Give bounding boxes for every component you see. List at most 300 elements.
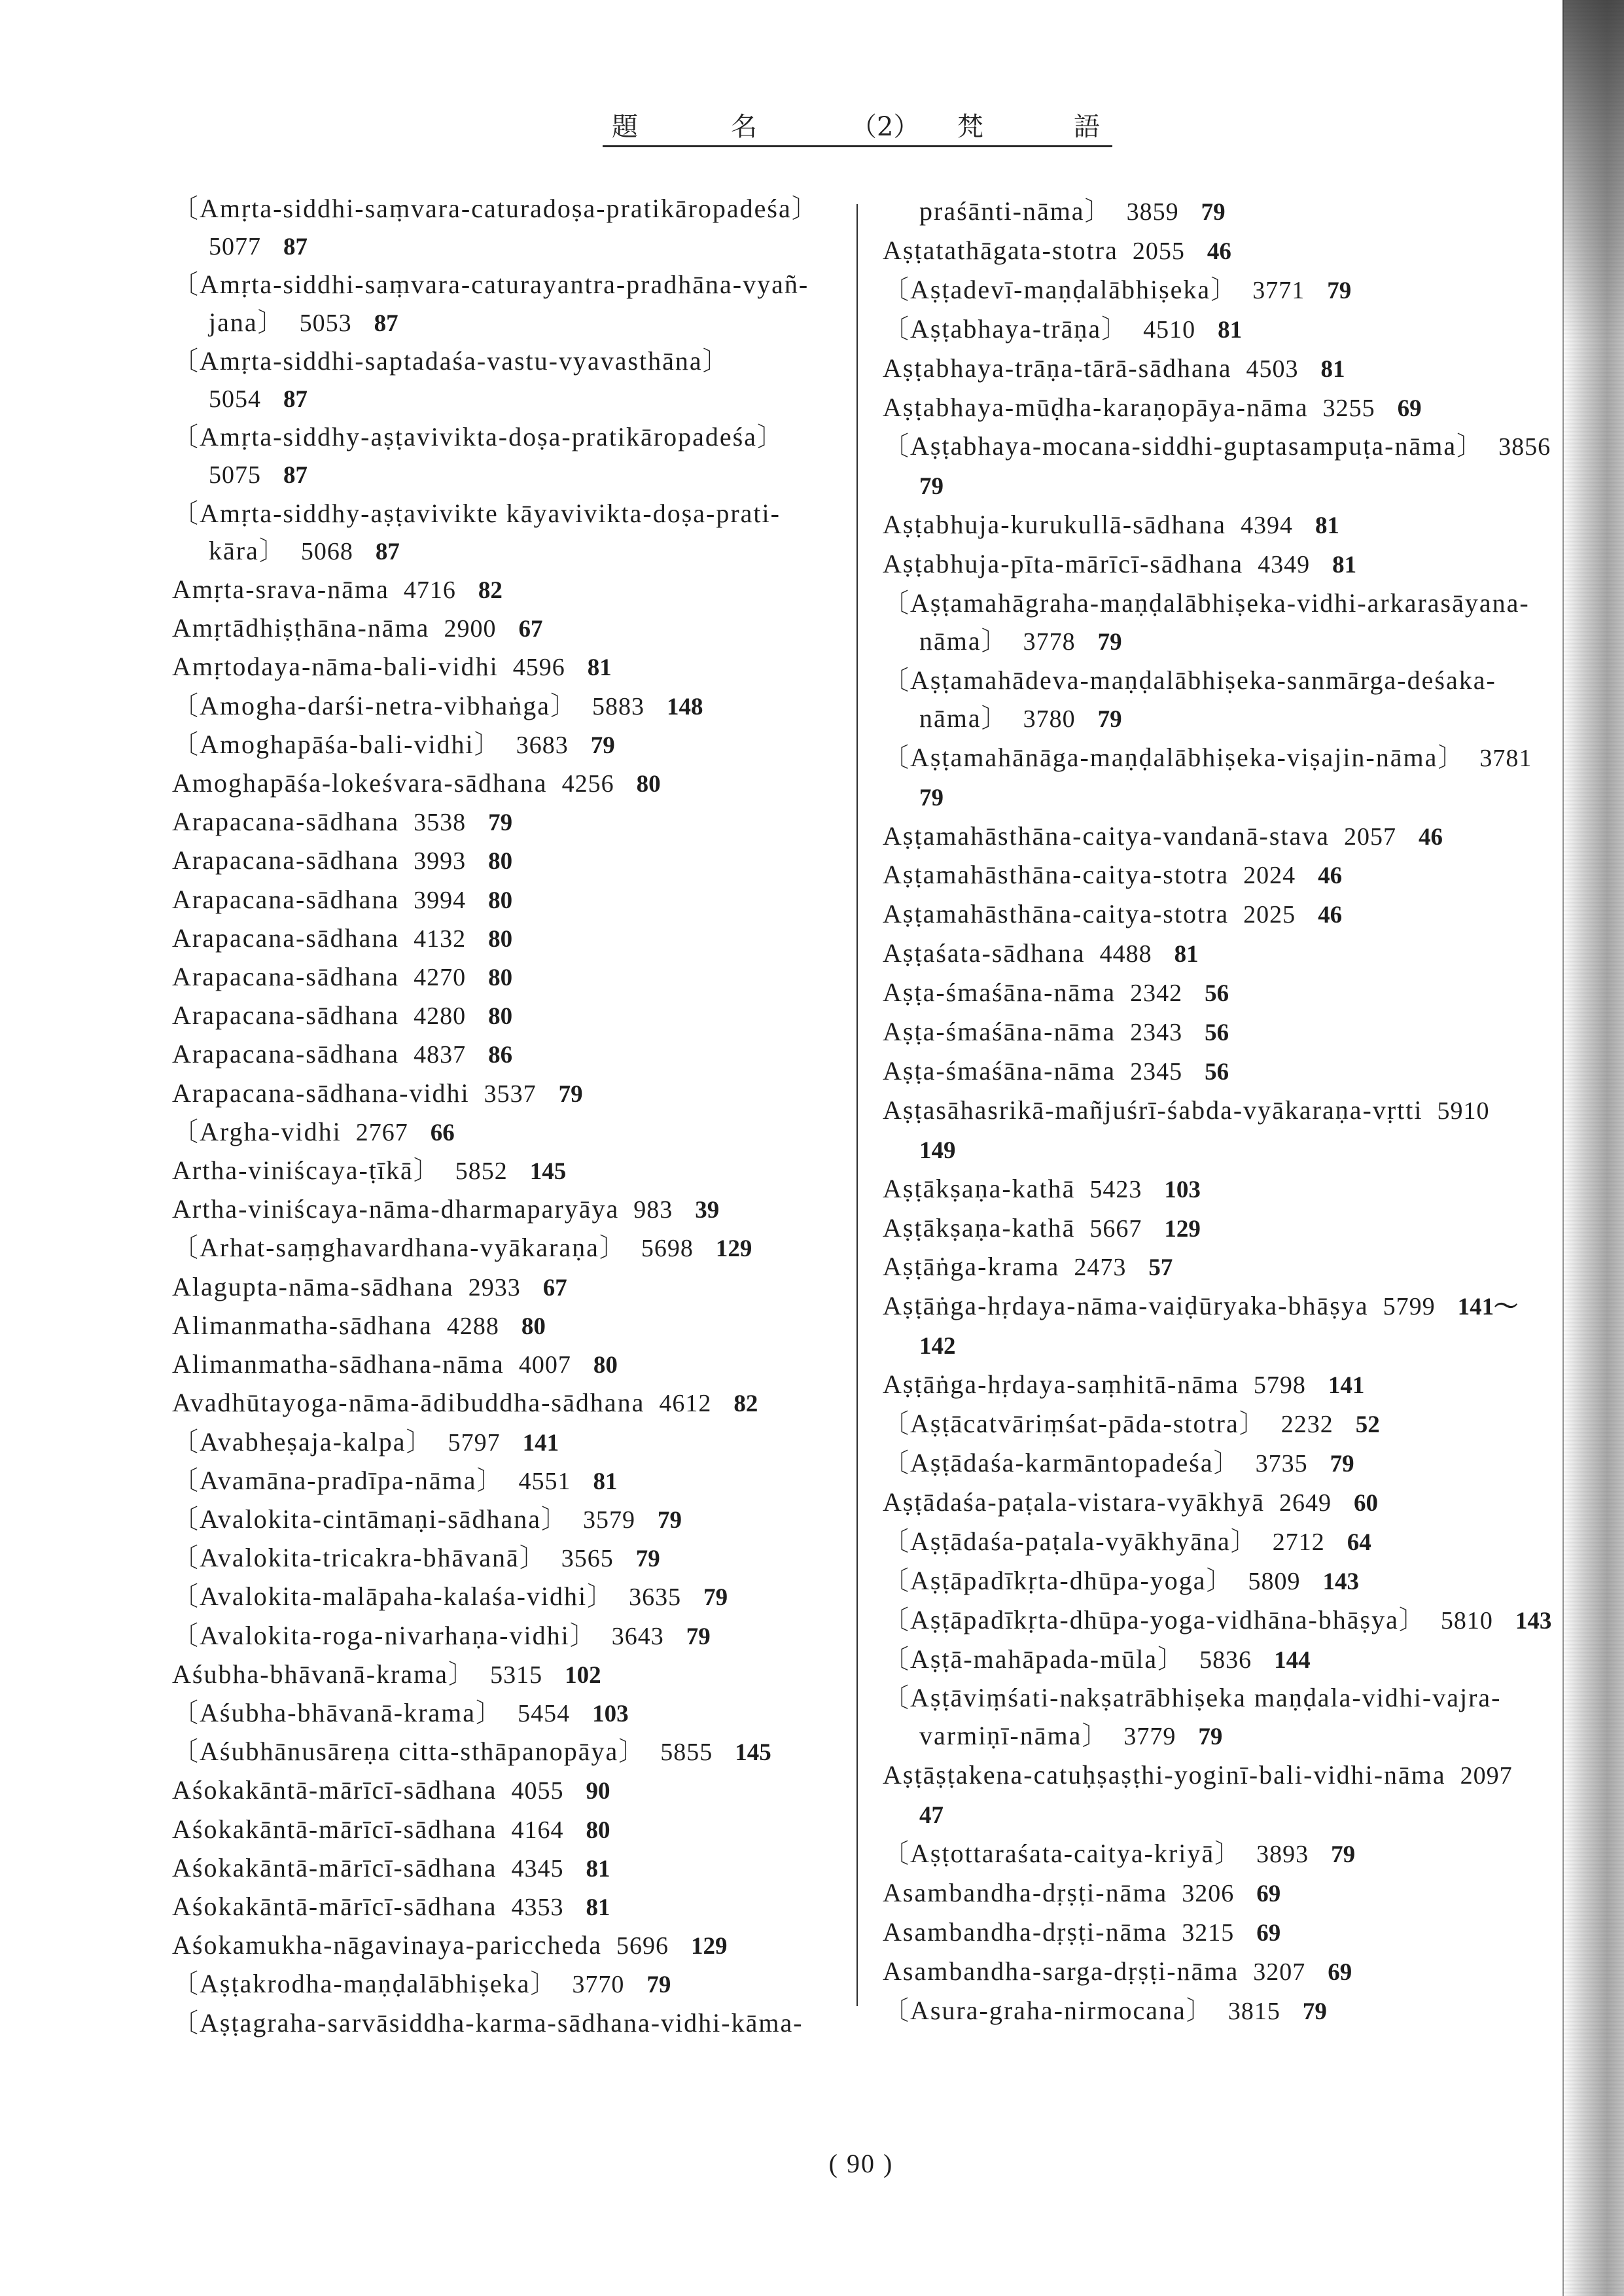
entry-title: jana〕 bbox=[209, 307, 285, 337]
entry-title: Aṣṭa-śmaśāna-nāma bbox=[883, 1055, 1116, 1086]
catalog-number: 4503 bbox=[1246, 355, 1299, 383]
entry-title: Arapacana-sādhana bbox=[172, 845, 400, 875]
page-reference: 82 bbox=[478, 577, 503, 605]
catalog-number: 4256 bbox=[561, 770, 614, 798]
page-reference: 81 bbox=[1315, 512, 1339, 540]
entry-line bbox=[883, 1091, 1596, 1131]
entry-line bbox=[172, 1733, 826, 1771]
page-reference: 80 bbox=[636, 771, 661, 798]
page-reference: 81 bbox=[1320, 355, 1345, 383]
entry-line bbox=[883, 584, 1596, 622]
index-entry bbox=[883, 739, 1596, 817]
left-column bbox=[172, 190, 826, 2041]
page-reference: 56 bbox=[1205, 1019, 1229, 1047]
index-entry bbox=[883, 1679, 1596, 1756]
entry-continuation-line bbox=[883, 192, 1596, 232]
entry-title: 〔Avabheṣaja-kalpa〕 bbox=[172, 1426, 434, 1457]
entry-title: Aṣṭabhaya-trāṇa-tārā-sādhana bbox=[883, 353, 1232, 383]
header-section-number: （2） bbox=[851, 112, 920, 142]
entry-line bbox=[172, 1655, 826, 1694]
page-reference: 79 bbox=[1097, 705, 1122, 733]
index-entry bbox=[172, 1345, 826, 1384]
catalog-number: 5454 bbox=[518, 1699, 571, 1727]
page-reference: 79 bbox=[919, 473, 944, 501]
page-reference: 79 bbox=[1327, 277, 1352, 304]
entry-title: Amṛta-srava-nāma bbox=[172, 574, 389, 605]
entry-line bbox=[883, 895, 1596, 934]
catalog-number: 2025 bbox=[1243, 901, 1296, 929]
entry-title: Aṣṭabhuja-kurukullā-sādhana bbox=[883, 510, 1226, 540]
page-reference: 79 bbox=[1331, 1841, 1356, 1869]
index-entry bbox=[883, 1640, 1596, 1680]
catalog-number: 2024 bbox=[1243, 862, 1296, 890]
catalog-number: 3994 bbox=[414, 886, 467, 914]
entry-line bbox=[172, 1500, 826, 1539]
entry-title: 〔Aṣṭācatvāriṃśat-pāda-stotra〕 bbox=[883, 1409, 1267, 1439]
entry-line bbox=[883, 1562, 1596, 1601]
entry-continuation-line bbox=[883, 467, 1596, 506]
page-reference: 79 bbox=[1198, 1723, 1223, 1751]
page-reference: 141～ bbox=[1457, 1294, 1519, 1321]
catalog-number: 5852 bbox=[455, 1157, 508, 1186]
catalog-number: 2343 bbox=[1130, 1019, 1183, 1047]
entry-line bbox=[172, 648, 826, 686]
entry-line bbox=[883, 506, 1596, 545]
index-entry bbox=[883, 1756, 1596, 1835]
catalog-number: 5799 bbox=[1383, 1293, 1436, 1321]
header-underline bbox=[603, 145, 1112, 147]
entry-line bbox=[172, 687, 826, 726]
entry-continuation-line bbox=[172, 304, 826, 342]
entry-line bbox=[883, 1640, 1596, 1680]
entry-title: Arapacana-sādhana-vidhi bbox=[172, 1078, 470, 1108]
catalog-number: 2232 bbox=[1280, 1411, 1333, 1439]
entry-line bbox=[172, 1268, 826, 1307]
entry-title: 〔Avalokita-malāpaha-kalaśa-vidhi〕 bbox=[172, 1581, 615, 1612]
index-entry bbox=[883, 817, 1596, 857]
entry-title: Aṣṭāṅga-hṛdaya-nāma-vaiḍūryaka-bhāṣya bbox=[883, 1291, 1369, 1321]
entry-title: 〔Aśubhānusāreṇa citta-sthāpanopāya〕 bbox=[172, 1737, 646, 1767]
catalog-number: 4551 bbox=[518, 1467, 571, 1495]
entry-title: Aṣṭabhaya-mūḍha-karaṇopāya-nāma bbox=[883, 392, 1309, 422]
index-entry bbox=[172, 881, 826, 919]
entry-line bbox=[172, 1965, 826, 2004]
catalog-number: 2712 bbox=[1272, 1528, 1325, 1556]
catalog-number: 5667 bbox=[1089, 1214, 1142, 1243]
entry-title: Asambandha-sarga-dṛṣṭi-nāma bbox=[883, 1956, 1239, 1986]
index-entry bbox=[172, 1307, 826, 1345]
index-entry bbox=[883, 1483, 1596, 1523]
entry-line bbox=[883, 1601, 1596, 1640]
entry-title: 〔Aṣṭamahādeva-maṇḍalābhiṣeka-sanmārga-deśaka- bbox=[883, 665, 1496, 695]
index-entry bbox=[172, 1694, 826, 1733]
index-entry bbox=[172, 1035, 826, 1074]
entry-line bbox=[883, 1679, 1596, 1717]
entry-continuation-line bbox=[883, 699, 1596, 739]
index-entry bbox=[883, 1248, 1596, 1287]
catalog-number: 5053 bbox=[299, 309, 352, 337]
entry-continuation-line bbox=[883, 1131, 1596, 1170]
catalog-number: 2900 bbox=[444, 615, 497, 643]
entry-line bbox=[172, 881, 826, 919]
entry-title: 〔Aṣṭabhaya-trāṇa〕 bbox=[883, 313, 1129, 344]
index-entry bbox=[172, 1539, 826, 1578]
page-reference: 60 bbox=[1353, 1489, 1378, 1517]
index-entry bbox=[172, 1926, 826, 1965]
page-reference: 79 bbox=[1097, 628, 1122, 656]
catalog-number: 2649 bbox=[1279, 1489, 1332, 1517]
page-reference: 102 bbox=[565, 1661, 601, 1689]
page-reference: 129 bbox=[1164, 1215, 1201, 1243]
page-reference: 129 bbox=[691, 1933, 728, 1960]
catalog-number: 4394 bbox=[1240, 512, 1293, 540]
entry-continuation-line bbox=[883, 1795, 1596, 1835]
entry-continuation-line bbox=[172, 227, 826, 266]
entry-title: Aṣṭamahāsthāna-caitya-stotra bbox=[883, 899, 1229, 929]
index-entry bbox=[883, 427, 1596, 506]
entry-title: 〔Amogha-darśi-netra-vibhaṅga〕 bbox=[172, 690, 578, 720]
page-reference: 103 bbox=[1164, 1176, 1201, 1203]
index-entry bbox=[883, 1601, 1596, 1640]
catalog-number: 5855 bbox=[660, 1739, 713, 1767]
entry-line bbox=[883, 1287, 1596, 1326]
index-entry bbox=[883, 1366, 1596, 1405]
entry-line bbox=[883, 934, 1596, 974]
index-entry bbox=[883, 1091, 1596, 1170]
catalog-number: 3856 bbox=[1498, 433, 1551, 461]
entry-title: nāma〕 bbox=[919, 703, 1009, 733]
entry-title: Amoghapāśa-lokeśvara-sādhana bbox=[172, 768, 548, 798]
entry-line bbox=[883, 856, 1596, 895]
entry-title: 〔Aṣṭā-mahāpada-mūla〕 bbox=[883, 1644, 1186, 1674]
entry-title: Aṣṭasāhasrikā-mañjuśrī-śabda-vyākaraṇa-vṛtti bbox=[883, 1095, 1423, 1125]
entry-title: Aṣṭākṣaṇa-kathā bbox=[883, 1212, 1076, 1243]
entry-title: 〔Aṣṭakrodha-maṇḍalābhiṣeka〕 bbox=[172, 1969, 558, 1999]
entry-line bbox=[172, 1307, 826, 1345]
entry-title: Aśokakāntā-mārīcī-sādhana bbox=[172, 1775, 497, 1805]
index-entry bbox=[883, 1562, 1596, 1601]
entry-title: 〔Argha-vidhi bbox=[172, 1116, 342, 1146]
catalog-number: 3537 bbox=[484, 1080, 537, 1108]
page-reference: 87 bbox=[283, 234, 308, 261]
page-reference: 67 bbox=[542, 1274, 567, 1301]
catalog-number: 5910 bbox=[1437, 1097, 1490, 1125]
entry-title: Aśubha-bhāvanā-krama〕 bbox=[172, 1659, 476, 1689]
index-entry bbox=[172, 418, 826, 494]
index-entry bbox=[883, 1170, 1596, 1209]
page-reference: 79 bbox=[703, 1584, 728, 1612]
entry-continuation-line bbox=[883, 622, 1596, 662]
page-reference: 103 bbox=[592, 1700, 629, 1727]
catalog-number: 5075 bbox=[209, 461, 261, 489]
entry-line bbox=[883, 389, 1596, 428]
entry-title: Aṣṭamahāsthāna-caitya-stotra bbox=[883, 860, 1229, 890]
catalog-number: 2342 bbox=[1130, 980, 1183, 1008]
entry-title: Arapacana-sādhana bbox=[172, 1039, 400, 1069]
catalog-number: 3778 bbox=[1023, 627, 1076, 656]
index-entry bbox=[172, 1074, 826, 1113]
page-reference: 46 bbox=[1419, 823, 1443, 851]
entry-line bbox=[883, 1992, 1596, 2031]
entry-continuation-line bbox=[172, 455, 826, 494]
entry-line bbox=[172, 418, 826, 455]
entry-line bbox=[172, 1539, 826, 1578]
page-reference: 79 bbox=[590, 732, 615, 759]
catalog-number: 4164 bbox=[511, 1816, 564, 1844]
page-reference: 81 bbox=[586, 1855, 610, 1882]
page-reference: 67 bbox=[518, 616, 543, 643]
entry-continuation-line bbox=[172, 532, 826, 571]
catalog-number: 4349 bbox=[1258, 551, 1311, 579]
entry-line bbox=[883, 1013, 1596, 1052]
entry-line bbox=[172, 1617, 826, 1655]
catalog-number: 4353 bbox=[511, 1893, 564, 1921]
entry-title: 〔Amṛta-siddhy-aṣṭavivikta-doṣa-pratikāropadeśa〕 bbox=[172, 422, 785, 452]
entry-title: 〔Avamāna-pradīpa-nāma〕 bbox=[172, 1465, 504, 1495]
catalog-number: 2097 bbox=[1460, 1762, 1513, 1790]
catalog-number: 4488 bbox=[1099, 940, 1152, 968]
catalog-number: 3206 bbox=[1182, 1879, 1235, 1907]
entry-line bbox=[883, 427, 1596, 467]
catalog-number: 3635 bbox=[629, 1583, 682, 1612]
index-entry bbox=[883, 192, 1596, 232]
index-entry bbox=[883, 1835, 1596, 1874]
entry-title: 〔Aṣṭāpadīkṛta-dhūpa-yoga〕 bbox=[883, 1565, 1234, 1595]
page-reference: 81 bbox=[586, 1894, 610, 1921]
catalog-number: 5810 bbox=[1440, 1606, 1493, 1634]
entry-title: varmiṇī-nāma〕 bbox=[919, 1721, 1110, 1751]
page-reference: 47 bbox=[919, 1802, 944, 1829]
catalog-number: 3565 bbox=[561, 1545, 614, 1573]
catalog-number: 4837 bbox=[414, 1041, 467, 1069]
entry-line bbox=[172, 1384, 826, 1422]
entry-continuation-line bbox=[883, 778, 1596, 817]
page-reference: 145 bbox=[529, 1158, 567, 1186]
catalog-number: 3538 bbox=[414, 809, 467, 837]
entry-title: kāra〕 bbox=[209, 535, 287, 565]
catalog-number: 5068 bbox=[300, 537, 353, 565]
column-divider bbox=[856, 204, 858, 2006]
index-entry bbox=[883, 1209, 1596, 1248]
right-column bbox=[883, 192, 1596, 2031]
index-entry bbox=[172, 1113, 826, 1152]
index-entry bbox=[883, 1952, 1596, 1992]
catalog-number: 3770 bbox=[572, 1971, 625, 1999]
entry-title: 〔Amṛta-siddhi-saṃvara-caturadoṣa-pratikāropadeśa〕 bbox=[172, 194, 819, 223]
catalog-number: 3735 bbox=[1255, 1450, 1308, 1477]
entry-line bbox=[883, 1444, 1596, 1483]
entry-line bbox=[172, 1578, 826, 1616]
entry-title: 〔Avalokita-cintāmaṇi-sādhana〕 bbox=[172, 1504, 569, 1534]
page-reference: 56 bbox=[1205, 980, 1229, 1008]
header-section-title: 題名 bbox=[612, 112, 850, 142]
page-reference: 81 bbox=[1174, 941, 1199, 968]
page-reference: 64 bbox=[1347, 1528, 1371, 1556]
entry-title: Aṣṭa-śmaśāna-nāma bbox=[883, 978, 1116, 1008]
entry-title: 〔Aṣṭabhaya-mocana-siddhi-guptasampuṭa-nāma〕 bbox=[883, 431, 1485, 461]
index-entry bbox=[172, 571, 826, 609]
index-entry bbox=[883, 1874, 1596, 1913]
page-reference: 52 bbox=[1355, 1411, 1380, 1439]
entry-title: nāma〕 bbox=[919, 626, 1009, 656]
entry-line bbox=[172, 609, 826, 648]
page-reference: 80 bbox=[593, 1352, 618, 1379]
index-entry bbox=[172, 1655, 826, 1694]
catalog-number: 5883 bbox=[592, 692, 645, 720]
index-entry bbox=[172, 1888, 826, 1926]
entry-title: 〔Amṛta-siddhi-saṃvara-caturayantra-pradhāna-vyañ- bbox=[172, 270, 809, 300]
entry-line bbox=[883, 1952, 1596, 1992]
page-reference: 39 bbox=[695, 1197, 720, 1224]
entry-title: Aṣṭāṅga-krama bbox=[883, 1252, 1060, 1282]
page-reference: 79 bbox=[686, 1623, 711, 1650]
page-reference: 142 bbox=[919, 1333, 956, 1360]
entry-title: Aṣṭaśata-sādhana bbox=[883, 938, 1086, 968]
catalog-number: 4055 bbox=[511, 1777, 564, 1805]
page-reference: 90 bbox=[586, 1778, 610, 1805]
catalog-number: 5696 bbox=[616, 1932, 669, 1960]
page-reference: 80 bbox=[488, 887, 513, 914]
entry-title: Artha-viniścaya-ṭīkā〕 bbox=[172, 1156, 441, 1186]
entry-line bbox=[883, 1756, 1596, 1795]
page-reference: 80 bbox=[488, 925, 513, 953]
entry-line bbox=[172, 342, 826, 380]
catalog-number: 3255 bbox=[1322, 394, 1375, 422]
page-reference: 141 bbox=[1328, 1372, 1365, 1400]
entry-line bbox=[883, 817, 1596, 857]
entry-line bbox=[172, 571, 826, 609]
index-entry bbox=[172, 726, 826, 764]
page-reference: 56 bbox=[1205, 1058, 1229, 1086]
page-reference: 69 bbox=[1328, 1958, 1352, 1986]
index-entry bbox=[172, 1849, 826, 1888]
catalog-number: 3893 bbox=[1256, 1841, 1309, 1869]
entry-title: Aṣṭatathāgata-stotra bbox=[883, 235, 1118, 265]
entry-line bbox=[172, 919, 826, 958]
entry-title: Aṣṭākṣaṇa-kathā bbox=[883, 1173, 1076, 1203]
entry-title: Aśokakāntā-mārīcī-sādhana bbox=[172, 1814, 497, 1844]
index-entry bbox=[172, 1384, 826, 1422]
scan-edge-shadow bbox=[1562, 0, 1624, 2296]
index-entry bbox=[172, 687, 826, 726]
index-entry bbox=[172, 997, 826, 1035]
index-entry bbox=[883, 1913, 1596, 1952]
entry-continuation-line bbox=[172, 380, 826, 418]
entry-line bbox=[883, 349, 1596, 389]
entry-line bbox=[172, 1074, 826, 1113]
catalog-number: 5054 bbox=[209, 385, 261, 414]
page-reference: 79 bbox=[635, 1545, 660, 1573]
entry-title: 〔Aṣṭamahānāga-maṇḍalābhiṣeka-viṣajin-nāma〕 bbox=[883, 742, 1466, 772]
index-entry bbox=[172, 1462, 826, 1500]
entry-line bbox=[883, 1366, 1596, 1405]
catalog-number: 2767 bbox=[355, 1118, 408, 1146]
entry-title: Amṛtodaya-nāma-bali-vidhi bbox=[172, 652, 499, 682]
entry-line bbox=[883, 310, 1596, 349]
page-reference: 79 bbox=[657, 1506, 682, 1534]
entry-title: Aṣṭamahāsthāna-caitya-vandanā-stava bbox=[883, 821, 1330, 851]
page-reference: 79 bbox=[488, 809, 513, 837]
entry-title: 〔Aṣṭadevī-maṇḍalābhiṣeka〕 bbox=[883, 274, 1239, 304]
index-entry bbox=[172, 1268, 826, 1307]
entry-line bbox=[172, 1229, 826, 1267]
entry-title: Arapacana-sādhana bbox=[172, 962, 400, 992]
entry-title: 〔Aṣṭāviṃśati-nakṣatrābhiṣeka maṇḍala-vidhi-vajra- bbox=[883, 1683, 1502, 1713]
entry-line bbox=[883, 1170, 1596, 1209]
catalog-number: 4510 bbox=[1143, 315, 1196, 344]
index-entry bbox=[883, 1444, 1596, 1483]
page-reference: 148 bbox=[667, 693, 703, 720]
entry-line bbox=[172, 841, 826, 880]
catalog-number: 2057 bbox=[1344, 822, 1397, 851]
entry-title: 〔Amoghapāśa-bali-vidhi〕 bbox=[172, 729, 502, 759]
catalog-number: 4596 bbox=[512, 654, 565, 682]
index-entry bbox=[172, 1229, 826, 1267]
page-reference: 81 bbox=[593, 1468, 618, 1495]
index-entry bbox=[172, 764, 826, 803]
entry-line bbox=[172, 803, 826, 841]
entry-title: 〔Aṣṭamahāgraha-maṇḍalābhiṣeka-vidhi-arkarasāyana- bbox=[883, 588, 1530, 618]
entry-continuation-line bbox=[883, 1326, 1596, 1366]
page-reference: 79 bbox=[558, 1080, 583, 1108]
index-entry bbox=[883, 310, 1596, 349]
entry-line bbox=[172, 1462, 826, 1500]
entry-line bbox=[172, 997, 826, 1035]
page-reference: 141 bbox=[522, 1429, 559, 1457]
catalog-number: 2473 bbox=[1074, 1254, 1127, 1282]
entry-title: Aśokamukha-nāgavinaya-pariccheda bbox=[172, 1930, 603, 1960]
entry-line bbox=[883, 1248, 1596, 1287]
entry-title: Aṣṭādaśa-paṭala-vistara-vyākhyā bbox=[883, 1487, 1265, 1517]
page-reference: 80 bbox=[521, 1313, 546, 1340]
entry-line bbox=[172, 1888, 826, 1926]
page-reference: 82 bbox=[733, 1390, 758, 1418]
catalog-number: 4345 bbox=[511, 1854, 564, 1882]
index-entry bbox=[172, 342, 826, 418]
index-entry bbox=[172, 1965, 826, 2004]
page-reference: 87 bbox=[283, 386, 308, 414]
index-entry bbox=[172, 495, 826, 571]
entry-title: Artha-viniścaya-nāma-dharmaparyāya bbox=[172, 1194, 620, 1224]
index-entry bbox=[883, 1992, 1596, 2031]
entry-line bbox=[883, 1874, 1596, 1913]
entry-line bbox=[883, 1913, 1596, 1952]
index-entry bbox=[172, 648, 826, 686]
entry-title: Arapacana-sādhana bbox=[172, 1000, 400, 1031]
entry-title: Aśokakāntā-mārīcī-sādhana bbox=[172, 1852, 497, 1882]
entry-line bbox=[172, 1345, 826, 1384]
entry-title: 〔Aṣṭottaraśata-caitya-kriyā〕 bbox=[883, 1839, 1243, 1869]
index-entry bbox=[172, 1152, 826, 1190]
entry-line bbox=[883, 1835, 1596, 1874]
page-reference: 143 bbox=[1515, 1607, 1552, 1634]
entry-line bbox=[172, 726, 826, 764]
index-entry bbox=[172, 1190, 826, 1229]
entry-title: 〔Arhat-saṃghavardhana-vyākaraṇa〕 bbox=[172, 1233, 627, 1263]
entry-title: Alimanmatha-sādhana bbox=[172, 1310, 432, 1340]
page-reference: 79 bbox=[1330, 1451, 1354, 1477]
catalog-number: 983 bbox=[633, 1196, 673, 1224]
page-reference: 46 bbox=[1318, 902, 1343, 929]
entry-line bbox=[172, 1035, 826, 1074]
entry-line bbox=[883, 739, 1596, 778]
catalog-number: 4612 bbox=[659, 1390, 712, 1418]
entry-line bbox=[172, 1771, 826, 1810]
entry-line bbox=[883, 545, 1596, 584]
entry-line bbox=[172, 2004, 826, 2041]
entry-title: praśānti-nāma〕 bbox=[919, 196, 1112, 226]
entry-line bbox=[172, 190, 826, 227]
